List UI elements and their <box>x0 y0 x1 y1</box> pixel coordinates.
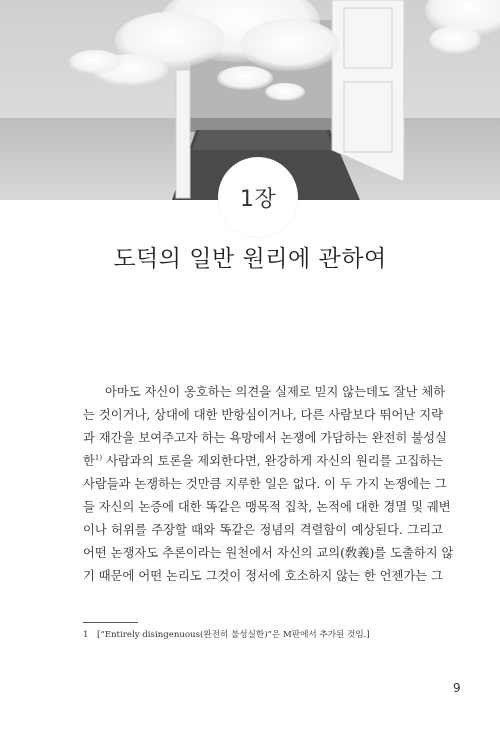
chapter-title: 도덕의 일반 원리에 관하여 <box>113 246 387 272</box>
text-fragment: 한 <box>83 454 95 468</box>
text-line: 과 재간을 보여주고자 하는 욕망에서 논쟁에 가담하는 완전히 불성실 <box>83 431 447 445</box>
footnote-number: 1 <box>83 630 89 640</box>
text-line: 어떤 논쟁자도 추론이라는 원천에서 자신의 교의(敎義)를 도출하지 않 <box>83 546 454 560</box>
footnote <box>83 628 370 640</box>
text-line: 기 때문에 어떤 논리도 그것이 정서에 호소하지 않는 한 언젠가는 그 <box>83 569 443 583</box>
body-paragraph <box>83 381 454 588</box>
chapter-number-badge <box>218 157 298 237</box>
text-line <box>83 450 443 473</box>
text-line: 사람들과 논쟁하는 것만큼 지루한 일은 없다. 이 두 가지 논쟁에는 그 <box>83 477 447 491</box>
text-line: 는 것이거나, 상대에 대한 반항심이거나, 다른 사람보다 뛰어난 지략 <box>83 408 443 422</box>
text-line: 아마도 자신이 옹호하는 의견을 실제로 믿지 않는데도 잘난 체하 <box>105 385 446 399</box>
footnote-reference: 1) <box>94 454 103 462</box>
text-line: 이나 허위를 주장할 때와 똑같은 정념의 격렬함이 예상된다. 그리고 <box>83 523 443 537</box>
text-fragment: 사람과의 토론을 제외한다면, 완강하게 자신의 원리를 고집하는 <box>106 454 443 468</box>
footnote-text: [“Entirely disingenuous(완전히 불성실한)”은 M판에서 추가된 것임.] <box>97 630 370 640</box>
footnote-divider <box>83 622 138 623</box>
chapter-number: 1장 <box>239 186 277 212</box>
page-number: 9 <box>453 681 461 695</box>
text-line: 들 자신의 논증에 대한 똑같은 맹목적 집착, 논적에 대한 경멸 및 궤변 <box>83 500 451 514</box>
